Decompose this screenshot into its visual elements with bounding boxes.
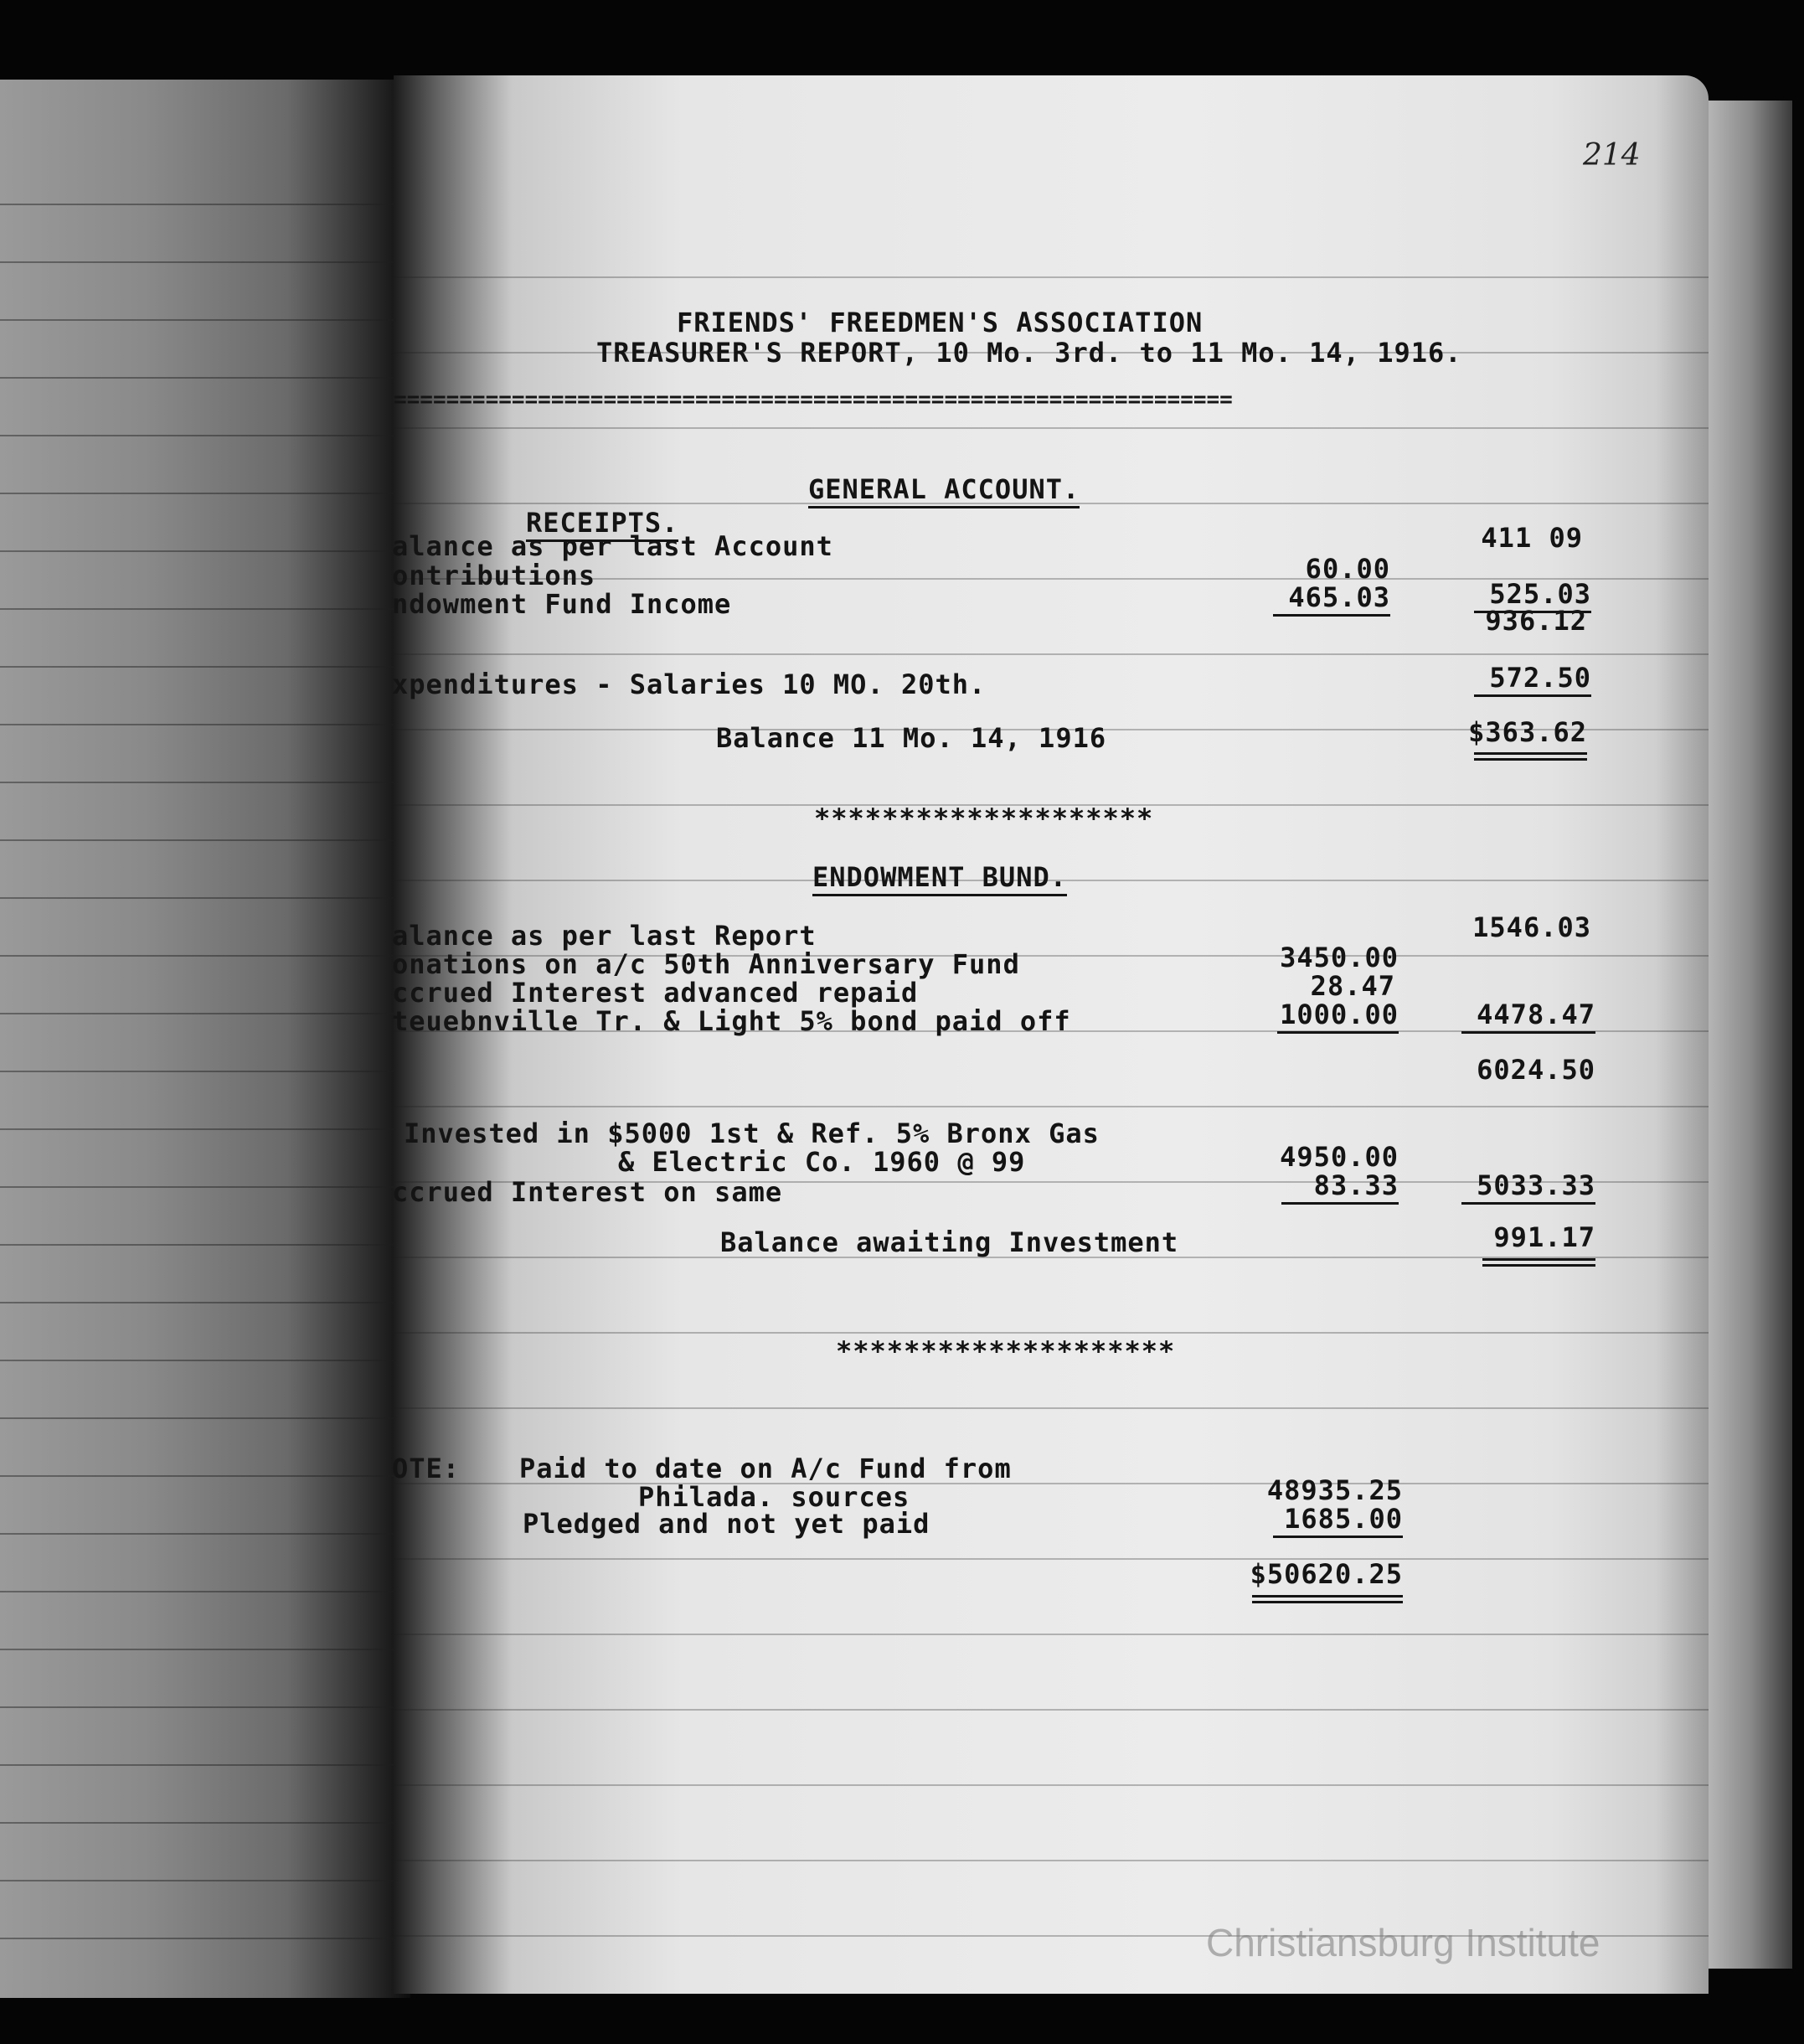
ga-expenditures-amount: 572.50 [1474, 662, 1591, 697]
general-account-title: GENERAL ACCOUNT. [808, 473, 1080, 508]
note-line3-amount: 1685.00 [1273, 1503, 1403, 1538]
ef-row-label: teuebnville Tr. & Light 5% bond paid off [392, 1005, 1071, 1037]
double-underline [1482, 1258, 1595, 1267]
ga-balance-amount: $363.62 [1468, 716, 1587, 748]
ga-row-label: alance as per last Account [392, 530, 833, 562]
ef-row-label: alance as per last Report [392, 920, 817, 952]
page-number: 214 [1583, 138, 1641, 173]
ef-accrued-label: ccrued Interest on same [392, 1176, 783, 1208]
note-line1: Paid to date on A/c Fund from [519, 1453, 1012, 1484]
ga-row-col2: 525.03 [1474, 578, 1591, 613]
double-underline [1474, 752, 1587, 761]
note-total: $50620.25 [1250, 1558, 1403, 1590]
section-divider: ******************** [836, 1335, 1176, 1367]
watermark-text: Christiansburg Institute [1206, 1921, 1600, 1964]
ef-subtotal: 6024.50 [1477, 1054, 1595, 1086]
facing-page [0, 80, 410, 1998]
ga-row-col1: 60.00 [1305, 553, 1390, 585]
ef-row-col1: 1000.00 [1277, 999, 1399, 1034]
note-line2: Philada. sources [638, 1481, 910, 1513]
ga-row-label: ndowment Fund Income [392, 588, 732, 620]
receipts-label: RECEIPTS. [526, 507, 678, 542]
ef-row-col2: 1546.03 [1472, 911, 1591, 943]
note-label: OTE: [392, 1453, 461, 1484]
ef-row-label: ccrued Interest advanced repaid [392, 977, 919, 1009]
ef-balance-label: Balance awaiting Investment [720, 1226, 1179, 1258]
org-title: FRIENDS' FREEDMEN'S ASSOCIATION [677, 307, 1204, 338]
ef-row-col1: 3450.00 [1280, 942, 1399, 973]
ga-row-label: ontributions [392, 560, 596, 591]
ef-invested-line1: Invested in $5000 1st & Ref. 5% Bronx Gas [404, 1117, 1100, 1149]
separator-line: ================================================================ [394, 387, 1233, 412]
note-line3: Pledged and not yet paid [523, 1508, 930, 1540]
ef-row-label: onations on a/c 50th Anniversary Fund [392, 948, 1020, 980]
ga-balance-label: Balance 11 Mo. 14, 1916 [716, 722, 1107, 754]
ef-balance-amount: 991.17 [1493, 1221, 1595, 1253]
ef-row-col2: 4478.47 [1461, 999, 1595, 1034]
ef-row-col1: 28.47 [1310, 970, 1395, 1002]
ga-expenditures-label: xpenditures - Salaries 10 MO. 20th. [392, 668, 987, 700]
ga-row-col2: 411 09 [1481, 522, 1583, 554]
ga-subtotal: 936.12 [1485, 605, 1587, 637]
report-title: TREASURER'S REPORT, 10 Mo. 3rd. to 11 Mo. 14, 1916. [596, 337, 1462, 369]
page-edge [1709, 101, 1792, 1969]
ef-accrued-amount: 83.33 [1281, 1169, 1399, 1205]
ef-accrued-total: 5033.33 [1461, 1169, 1595, 1205]
endowment-fund-title: ENDOWMENT BUND. [812, 861, 1067, 896]
section-divider: ******************** [814, 803, 1154, 834]
ef-invested-amount: 4950.00 [1280, 1141, 1399, 1173]
double-underline [1252, 1595, 1403, 1603]
note-line2-amount: 48935.25 [1266, 1474, 1403, 1506]
ga-row-col1: 465.03 [1273, 581, 1390, 617]
ef-invested-line2: & Electric Co. 1960 @ 99 [618, 1146, 1026, 1178]
